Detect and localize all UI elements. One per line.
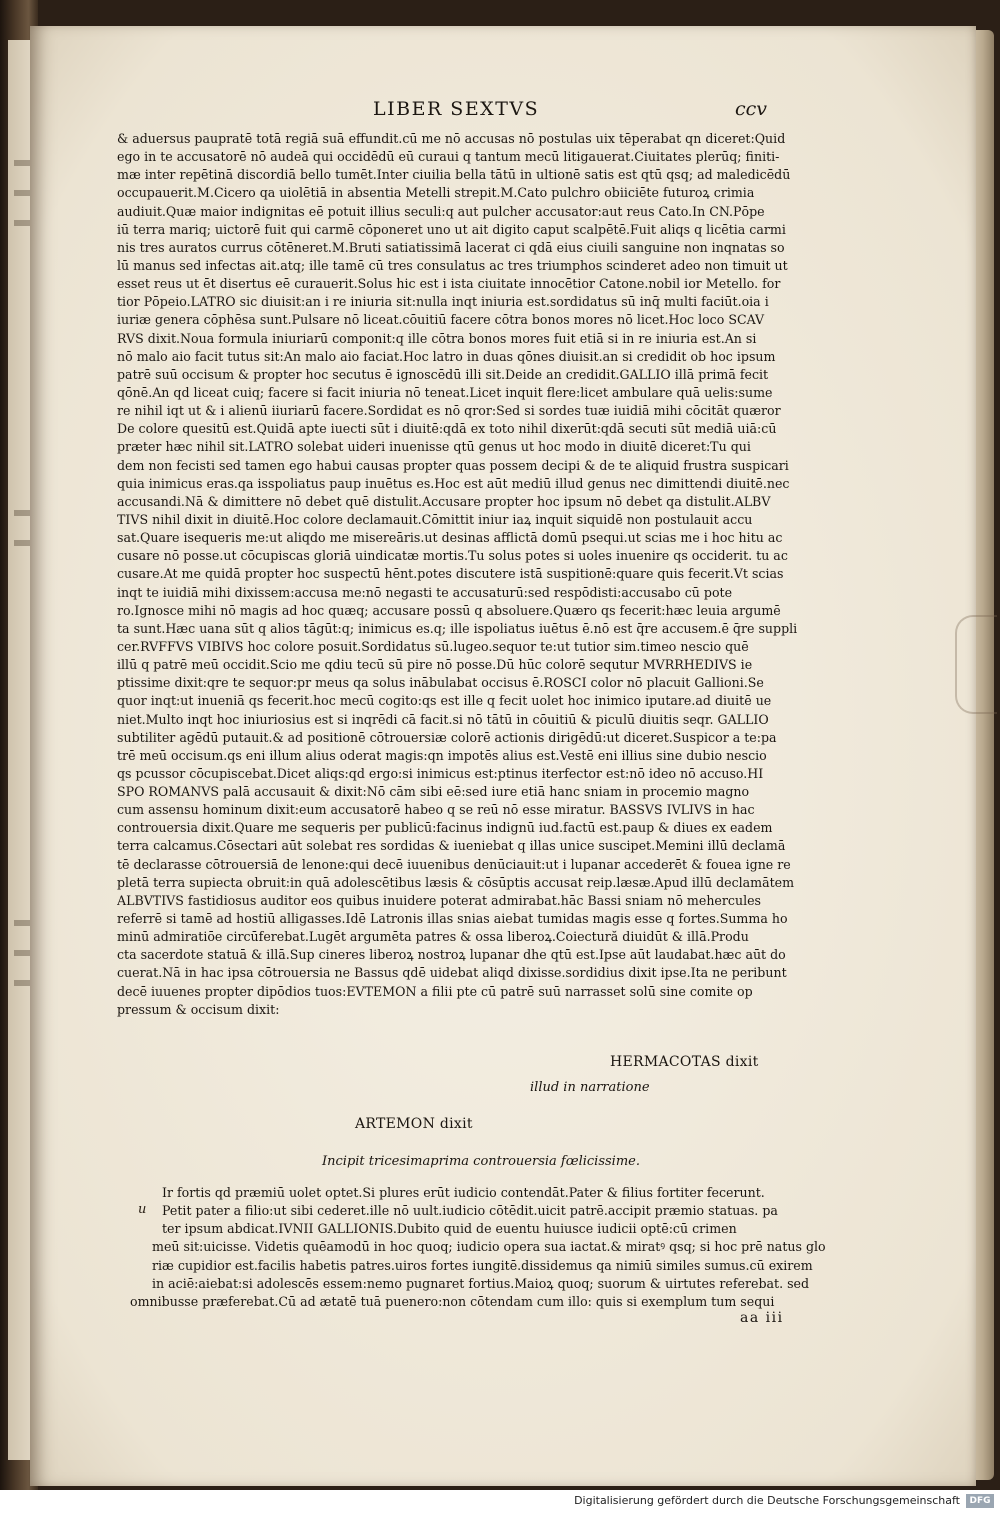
text-line: decē iuuenes propter dipōdios tuos:EVTEMON a filii pte cū patrē suū narrasset solū sine comite op: [117, 983, 753, 999]
rubric-illud: illud in narratione: [530, 1080, 650, 1095]
text-line: SPO ROMANVS palā accusauit & dixit:Nō cām sibi eē:sed iure etiā hanc sniam in procemio magno: [117, 784, 750, 800]
folio-number: ccv: [735, 98, 768, 120]
text-line: Petit pater a filio:ut sibi cederet.ille nō uult.iudicio cōtēdit.uicit patrē.accipit præmio statuas. pa: [162, 1203, 778, 1219]
text-line: sat.Quare isequeris me:ut aliqdo me misereāris.ut desinas afflictā domū psequi.ut scias me i hoc hitu ac: [117, 530, 783, 546]
text-line: subtiliter agēdū putauit.& ad positionē cōtrouersiæ colorē actionis dirigēdū:ut diceret.Suspicor a te:pa: [117, 729, 777, 745]
text-line: cum assensu hominum dixit:eum accusatorē habeo q se reū nō esse miratur. BASSVS IVLIVS in hac: [117, 802, 755, 818]
initial-guide-letter: u: [138, 1202, 147, 1217]
text-line: cusare.At me quidā propter hoc suspectū hēnt.potes discutere istā suspitionē:quare quis fecerit.Vt scias: [117, 566, 784, 582]
text-line: minū admiratiōe circūferebat.Lugēt argumēta patres & ossa liberoꝝ.Coiectură diuidūt & illā.Produ: [117, 929, 749, 945]
rubric-artemon: ARTEMON dixit: [355, 1116, 473, 1132]
text-line: riæ cupidior est.facilis habetis patres.uiros fortes iungitē.dissidemus qa nimiū similes sumus.cū exirem: [152, 1257, 813, 1273]
text-line: dem non fecisti sed tamen ego habui causas propter quas possem decipi & de te aliquid frustra suspicari: [117, 457, 789, 473]
text-line: De colore quesitū est.Quidā apte iuecti sūt i diuitē:qdā ex toto nihil dixerūt:qdā secuti sūt mediā uiā:cū: [117, 421, 777, 437]
text-line: in aciē:aiebat:si adolescēs essem:nemo pugnaret fortius.Maioꝝ quoq; suorum & uirtutes referebat. sed: [152, 1275, 810, 1291]
text-line: pressum & occisum dixit:: [117, 1001, 280, 1017]
text-line: nō malo aio facit tutus sit:An malo aio faciat.Hoc latro in duas qōnes diuisit.an si credidit ob hoc ipsum: [117, 348, 776, 364]
text-line: pletā terra supiecta obruit:in quā adolescētibus læsis & cōsūptis accusat reip.læsæ.Apud illū declamātem: [117, 874, 795, 890]
text-line: præter hæc nihil sit.LATRO solebat uideri inuenisse qtū genus ut hoc modo in diuitē diceret:Tu qui: [117, 439, 751, 455]
manuscript-page: [30, 26, 976, 1486]
text-line: ro.Ignosce mihi nō magis ad hoc quæq; accusare possū q absoluere.Quæro qs fecerit:hæc leuia argumē: [117, 602, 781, 618]
text-line: ego in te accusatorē nō audeā qui occidēdū eū curaui q tantum mecū litigauerat.Ciuitates plerūq; finiti-: [117, 149, 780, 165]
text-line: TIVS nihil dixit in diuitē.Hoc colore declamauit.Cōmittit iniur iaꝝ inquit siquidē non postulauit accu: [117, 511, 753, 527]
text-line: qōnē.An qd liceat cuiq; facere si facit iniuria nō teneat.Licet inquit flere:licet ambulare quā uelis:sume: [117, 384, 773, 400]
text-line: niet.Multo inqt hoc iniuriosius est si inqrēdi cā facit.si nō tātū in cōuitiū & piculū diuitis seqr. GALLIO: [117, 711, 769, 727]
text-line: patrē suū occisum & propter hoc secutus ē ignoscēdū illi sit.Deide an credidit.GALLIO illā primā fecit: [117, 366, 769, 382]
quire-signature: aa iii: [740, 1310, 784, 1326]
text-line: ptissime dixit:qre te sequor:pr meus qa solus inābulabat occisus ē.ROSCI color nō placuit Gallioni.Se: [117, 675, 764, 691]
page-header: [30, 98, 976, 126]
text-line: cuerat.Nā in hac ipsa cōtrouersia ne Bassus qdē uidebat aliqd dixisse.sordidius dixit ipse.Ita ne peribunt: [117, 965, 787, 981]
text-line: RVS dixit.Noua formula iniuriarū componit:q ille cōtra bonos mores fuit etiā si in re iniuria est.An si: [117, 330, 757, 346]
text-line: controuersia dixit.Quare me sequeris per publicū:facinus indignū iud.factū est.paup & diues ex eadem: [117, 820, 773, 836]
text-line: quia inimicus eras.qa isspoliatus paup inuētus es.Hoc est aūt mediū illud genus nec dimittendi diuitē.nec: [117, 475, 790, 491]
text-line: illū q patrē meū occidit.Scio me qdiu tecū sū pire nō posse.Dū hūc colorē sequtur MVRRHEDIVS ie: [117, 657, 753, 673]
text-line: ta sunt.Hæc uana sūt q alios tāgūt:q; inimicus es.q; ille ispoliatus iuētus ē.nō est q̄re accusem.ē q̄re suppli: [117, 620, 798, 636]
text-line: ter ipsum abdicat.IVNII GALLIONIS.Dubito quid de euentu huiusce iudicii optē:cū crimen: [162, 1221, 737, 1237]
body-text-2: [130, 1184, 862, 1311]
text-line: & aduersus paupratē totā regiā suā effundit.cū me nō accusas nō postulas uix tēperabat qn diceret:Quid: [117, 131, 786, 146]
footer-bar: [0, 1490, 1000, 1513]
text-line: mæ inter repētinā discordiā bello tumēt.Inter ciuilia bella tātū in ultionē satis est qtū qsq; ad maledicēdū: [117, 167, 791, 183]
body-text: [117, 130, 862, 1019]
rubric-incipit: Incipit tricesimaprima controuersia fœlicissime.: [322, 1154, 640, 1169]
text-line: esset reus ut ēt disertus eē curauerit.Solus hic est i ista ciuitate innocētior Catone.nobil ior Metello. for: [117, 276, 781, 292]
footer-credit: Digitalisierung gefördert durch die Deutsche Forschungsgemeinschaft: [574, 1494, 960, 1507]
text-line: cer.RVFFVS VIBIVS hoc colore posuit.Sordidatus sū.lugeo.sequor te:ut tutior sim.timeo nescio quē: [117, 638, 749, 654]
running-title: LIBER SEXTVS: [373, 98, 540, 120]
text-line: tē declarasse cōtrouersiā de lenone:qui decē iuuenibus denūciauit:ut i lupanar accederēt & fouea igne re: [117, 856, 791, 872]
text-line: Ir fortis qd præmiū uolet optet.Si plures erūt iudicio contendāt.Pater & filius fortiter fecerunt.: [162, 1185, 765, 1200]
text-line: referrē si tamē ad hostiū alligasses.Idē Latronis illas snias aiebat tumidas magis esse q fortes.Summa ho: [117, 911, 788, 927]
text-line: audiuit.Quæ maior indignitas eē potuit illius seculi:q aut pulcher accusator:aut reus Cato.In CN.Pōpe: [117, 203, 765, 219]
text-line: nis tres auratos currus cōtēneret.M.Bruti satiatissimā lacerat ci qdā eius ciuili sanguine non inqnatas so: [117, 239, 785, 255]
text-line: accusandi.Nā & dimittere nō debet quē distulit.Accusare propter hoc ipsum nō debet qa distulit.ALBV: [117, 493, 771, 509]
text-line: cta sacerdote statuā & illā.Sup cineres liberoꝝ nostroꝝ lupanar dhe qtū est.Ipse aūt laudabat.hæc aūt do: [117, 947, 786, 963]
text-line: iū terra mariq; uictorē fuit qui carmē cōponeret uno ut ait digito caput scalpētē.Fuit aliqs q licētia carmi: [117, 221, 786, 237]
clasp-mark: [955, 615, 997, 714]
text-line: occupauerit.M.Cicero qa uiolētiā in absentia Metelli strepit.M.Cato pulchro obiiciēte futuroꝝ crimia: [117, 185, 755, 201]
text-line: trē meū occisum.qs eni illum alius oderat magis:qn impotēs alius est.Vestē eni illius sine dubio nescio: [117, 747, 767, 763]
text-line: lū manus sed infectas ait.atq; ille tamē cū tres consulatus ac tres triumphos scinderet adeo non timuit ut: [117, 257, 788, 273]
text-line: re nihil iqt ut & i alienū iiuriarū facere.Sordidat es nō qror:Sed si sordes tuæ iuidiā mihi cōcitāt quæror: [117, 403, 781, 419]
text-line: cusare nō posse.ut cōcupiscas gloriā uindicatæ mortis.Tu solus potes si uoles inuenire qs occiderit. tu ac: [117, 548, 788, 564]
text-line: terra calcamus.Cōsectari aūt solebat res sordidas & iueniebat q illas unice suscipet.Memini illū declamā: [117, 838, 786, 854]
rubric-hermacotas: HERMACOTAS dixit: [610, 1054, 759, 1070]
text-line: ALBVTIVS fastidiosus auditor eos quibus inuidere poterat admirabat.hāc Bassi sniam nō mehercules: [117, 892, 762, 908]
dfg-logo: DFG: [966, 1494, 994, 1508]
text-line: qs pcussor cōcupiscebat.Dicet aliqs:qd ergo:si inimicus est:ptinus iterfector est:nō ideo nō accuso.HI: [117, 765, 764, 781]
text-line: inqt te iuidiā mihi dixissem:accusa me:nō negasti te accusaturū:sed respōdisti:accusabo cū pote: [117, 584, 733, 600]
text-line: meū sit:uicisse. Videtis quēamodū in hoc quoq; iudicio opera sua iactat.& miratꝰ qsq; si hoc prē natus glo: [152, 1239, 826, 1255]
text-line: iuriæ genera cōphēsa sunt.Pulsare nō liceat.cōuitiū facere cōtra bonos mores nō licet.Hoc loco SCAV: [117, 312, 765, 328]
text-line: omnibusse præferebat.Cū ad ætatē tuā puenero:non cōtendam cum illo: quis si exemplum tum sequi: [130, 1293, 775, 1309]
text-line: quor inqt:ut inueniā qs fecerit.hoc mecū cogito:qs est ille q fecit uolet hoc inimico iputare.ad diuitē ue: [117, 693, 772, 709]
text-line: tior Pōpeio.LATRO sic diuisit:an i re iniuria sit:nulla inqt iniuria est.sordidatus sū inq̄ multi faciūt.oia i: [117, 294, 769, 310]
